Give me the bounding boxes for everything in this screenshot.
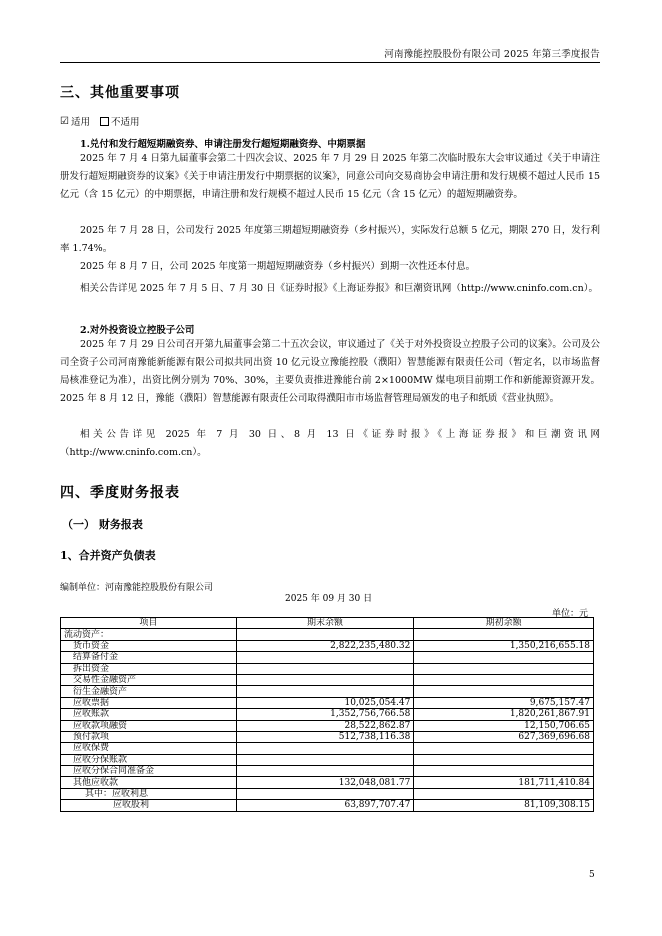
- row-end: [236, 652, 414, 663]
- row-begin: 627,369,696.68: [414, 731, 594, 742]
- row-item: 预付款项: [61, 731, 237, 742]
- row-end: 132,048,081.77: [236, 777, 414, 788]
- row-item: 货币资金: [61, 640, 237, 651]
- item1-paragraph-1: 2025 年 7 月 4 日第九届董事会第二十四次会议、2025 年 7 月 29 日 2025 年第二次临时股东大会审议通过《关于申请注册发行超短期融资券的议案》《关于申请注册发行中期票据的议案》，同意公司向交易商协会申请注册和发行规模不超过人民币 15 亿元（含 15 亿元）的中期票据，申请注册和发行规模不超过人民币 15 亿元（含 15 亿元）的超短期融资券。: [60, 153, 600, 200]
- item2-title: 2.对外投资设立控股子公司: [80, 325, 195, 336]
- table-row: [61, 766, 594, 777]
- prepared-by: 编制单位：河南豫能控股股份有限公司: [60, 583, 214, 593]
- item1-paragraph-2: 2025 年 7 月 28 日，公司发行 2025 年度第三期超短期融资券（乡村振兴），实际发行总额 5 亿元，期限 270 日，发行利率 1.74%。: [60, 225, 600, 254]
- row-begin: 181,711,410.84: [414, 777, 594, 788]
- row-begin: [414, 743, 594, 754]
- table-row: [61, 663, 594, 674]
- item1-title: 1.兑付和发行超短期融资券、申请注册发行超短期融资券、中期票据: [80, 139, 366, 150]
- column-header-begin-balance: 期初余额: [414, 618, 594, 629]
- column-header-end-balance: 期末余额: [236, 618, 414, 629]
- not-applicable-option: [100, 114, 140, 128]
- row-begin: [414, 629, 594, 640]
- row-begin: 9,675,157.47: [414, 697, 594, 708]
- row-item: 其他应收款: [61, 777, 237, 788]
- table-row: [61, 720, 594, 731]
- item2-paragraph-1: 2025 年 7 月 29 日公司召开第九届董事会第二十五次会议，审议通过了《关于对外投资设立控股子公司的议案》。公司及公司全资子公司河南豫能新能源有限公司拟共同出资 10 亿元设立豫能控股（濮阳）智慧能源有限责任公司（暂定名，以市场监督局核准登记为准），出资比例分别为 70%、30%，主要负责推进豫能台前 2×1000MW 煤电项目前期工作和新能源资源开发。2025 年 8 月 12 日，豫能（濮阳）智慧能源有限责任公司取得濮阳市市场监督管理局颁发的电子和纸质《营业执照》。: [60, 339, 600, 404]
- table-header-row: [61, 618, 594, 629]
- row-end: 28,522,862.87: [236, 720, 414, 731]
- row-begin: 12,150,706.65: [414, 720, 594, 731]
- report-date: 2025 年 09 月 30 日: [285, 594, 373, 604]
- row-end: [236, 663, 414, 674]
- row-begin: [414, 766, 594, 777]
- applicable-label: 适用: [70, 117, 90, 128]
- row-item: 应收保费: [61, 743, 237, 754]
- table-row: [61, 640, 594, 651]
- row-item: 流动资产：: [61, 629, 237, 640]
- row-end: 512,738,116.38: [236, 731, 414, 742]
- item1-paragraph-3: 2025 年 8 月 7 日，公司 2025 年度第一期超短期融资券（乡村振兴）到期一次性还本付息。: [80, 261, 476, 272]
- table-row: [61, 686, 594, 697]
- row-end: [236, 788, 414, 799]
- row-item: 结算备付金: [61, 652, 237, 663]
- unchecked-box-icon: [100, 117, 109, 126]
- table-row: [61, 731, 594, 742]
- row-begin: [414, 663, 594, 674]
- table-row: [61, 674, 594, 685]
- header-rule: [60, 62, 600, 63]
- row-begin: [414, 788, 594, 799]
- row-end: 63,897,707.47: [236, 800, 414, 811]
- balance-sheet-heading: 1、合并资产负债表: [60, 549, 156, 562]
- checked-box-icon: ☑: [60, 115, 69, 127]
- row-begin: 1,820,261,867.91: [414, 709, 594, 720]
- row-item: 衍生金融资产: [61, 686, 237, 697]
- table-row: [61, 652, 594, 663]
- table-row: [61, 788, 594, 799]
- item1-paragraph-4: 相关公告详见 2025 年 7 月 5 日、7 月 30 日《证券时报》《上海证券报》和巨潮资讯网（http://www.cninfo.com.cn）。: [80, 283, 598, 294]
- row-end: [236, 743, 414, 754]
- row-begin: 81,109,308.15: [414, 800, 594, 811]
- row-begin: [414, 674, 594, 685]
- item2-paragraph-2: 相关公告详见 2025 年 7 月 30 日、8 月 13 日《证券时报》《上海证券报》和巨潮资讯网: [80, 429, 600, 440]
- table-row: [61, 743, 594, 754]
- row-item: 应收款项融资: [61, 720, 237, 731]
- row-begin: [414, 754, 594, 765]
- row-end: 1,352,756,766.58: [236, 709, 414, 720]
- table-row: [61, 754, 594, 765]
- row-begin: [414, 686, 594, 697]
- not-applicable-label: 不适用: [110, 117, 140, 128]
- row-item: 拆出资金: [61, 663, 237, 674]
- table-row: [61, 800, 594, 811]
- row-end: [236, 754, 414, 765]
- applicable-options: [60, 114, 140, 128]
- table-row: [61, 777, 594, 788]
- row-end: 2,822,235,480.32: [236, 640, 414, 651]
- row-begin: 1,350,216,655.18: [414, 640, 594, 651]
- balance-sheet-table: [60, 617, 594, 812]
- running-header: 河南豫能控股股份有限公司 2025 年第三季度报告: [384, 49, 600, 60]
- item2-paragraph-2-url: （http://www.cninfo.com.cn）。: [60, 447, 207, 458]
- applicable-option: [60, 114, 90, 128]
- row-item: 应收分保账款: [61, 754, 237, 765]
- row-item: 交易性金融资产: [61, 674, 237, 685]
- row-end: [236, 766, 414, 777]
- row-item: 应收分保合同准备金: [61, 766, 237, 777]
- column-header-item: 项目: [61, 618, 237, 629]
- row-item: 其中：应收利息: [61, 788, 237, 799]
- row-end: [236, 629, 414, 640]
- row-end: [236, 674, 414, 685]
- section4-title: 四、季度财务报表: [60, 485, 180, 501]
- currency-unit: 单位：元: [552, 609, 589, 619]
- table-row: [61, 697, 594, 708]
- section3-title: 三、其他重要事项: [60, 85, 180, 101]
- row-end: 10,025,054.47: [236, 697, 414, 708]
- row-item: 应收账款: [61, 709, 237, 720]
- row-begin: [414, 652, 594, 663]
- financial-statements-heading: （一） 财务报表: [62, 518, 143, 531]
- row-item: 应收票据: [61, 697, 237, 708]
- row-item: 应收股利: [61, 800, 237, 811]
- table-row: [61, 629, 594, 640]
- table-row: [61, 709, 594, 720]
- row-end: [236, 686, 414, 697]
- page-number: 5: [589, 870, 595, 880]
